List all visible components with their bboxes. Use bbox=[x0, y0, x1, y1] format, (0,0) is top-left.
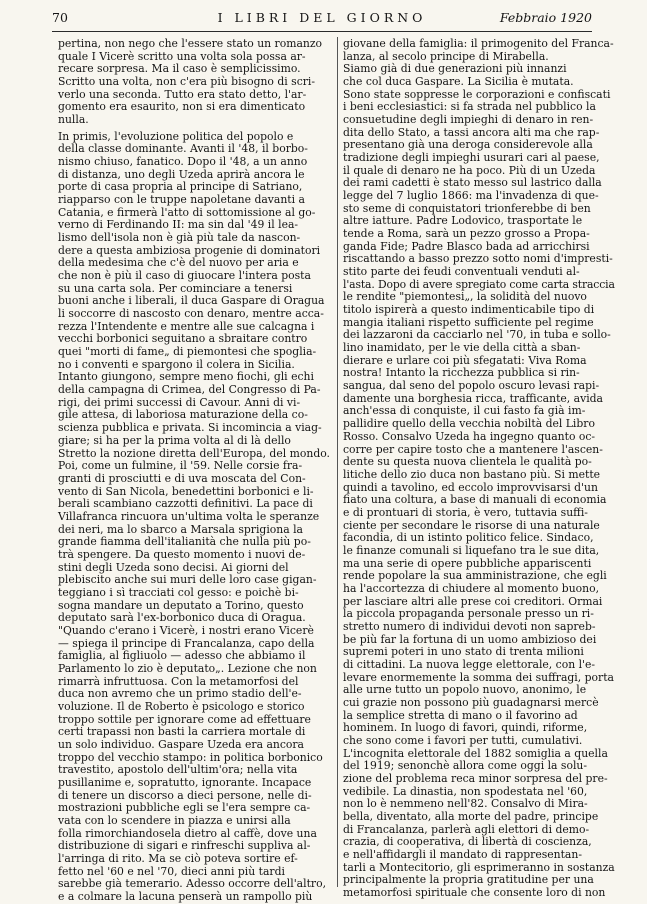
text-line: rigi, dei primi successi di Cavour. Anni di vi- bbox=[58, 395, 301, 409]
text-line: dei rami cadetti è stato messo sul lastrico dalla bbox=[343, 176, 602, 190]
text-line: berali scambiano cazzotti definitivi. La pace di bbox=[58, 497, 313, 511]
text-line: vecchi borbonici seguitano a sbraitare contro bbox=[58, 332, 308, 346]
text-line: mostrazioni pubbliche egli se l'era sempre ca- bbox=[58, 801, 311, 815]
text-line: — spiega il principe di Francalanza, capo della bbox=[58, 636, 315, 650]
text-line: voluzione. Il de Roberto è psicologo e storico bbox=[58, 699, 305, 713]
text-line: consuetudine degli impieghi di denaro in ren- bbox=[343, 113, 594, 127]
text-line: presentano già una deroga considerevole alla bbox=[343, 138, 593, 152]
text-line: mangia italiani rispetto sufficiente pel regime bbox=[343, 315, 594, 329]
text-line: "Quando c'erano i Vicerè, i nostri erano Vicerè bbox=[58, 623, 314, 637]
text-line: riscattando a basso prezzo sotto nomi d'impresti- bbox=[343, 252, 613, 266]
text-line: Siamo già di due generazioni più innanzi bbox=[343, 62, 567, 76]
text-line: rende popolare la sua amministrazione, che egli bbox=[343, 569, 607, 583]
text-line: certi trapassi non basti la carriera mortale di bbox=[58, 725, 306, 739]
text-line: dierare e urlare coi più sfegatati: Viva Roma bbox=[343, 353, 587, 367]
text-line: quale I Vicerè scritto una volta sola possa ar- bbox=[58, 49, 306, 63]
text-line: i beni ecclesiastici: si fa strada nel pubblico la bbox=[343, 100, 596, 114]
text-line: altre iatture. Padre Lodovico, trasportate le bbox=[343, 214, 583, 228]
text-line: deputato sarà l'ex-borbonico duca di Oragua. bbox=[58, 611, 306, 625]
text-line: Rosso. Consalvo Uzeda ha ingegno quanto oc- bbox=[343, 429, 596, 443]
text-line: teggiano i sì tracciati col gesso: e poichè bi- bbox=[58, 585, 299, 599]
issue-date: Febbraio 1920 bbox=[499, 10, 592, 25]
text-line: stretto numero di individui devoti non sapreb- bbox=[343, 619, 596, 633]
text-line: tende a Roma, sarà un pezzo grosso a Propa- bbox=[343, 227, 590, 241]
text-line: rimarrà infruttuosa. Con la metamorfosi del bbox=[58, 674, 299, 688]
text-line: ha l'accortezza di chiudere al momento buono, bbox=[343, 581, 600, 595]
text-line: la semplice stretta di mano o il favorino ad bbox=[343, 708, 578, 722]
page-number: 70 bbox=[52, 10, 68, 25]
header-rule bbox=[52, 31, 592, 32]
text-line: giare; si ha per la prima volta al di là dello bbox=[58, 433, 291, 447]
running-header bbox=[52, 10, 592, 28]
text-line: Catania, e firmerà l'atto di sottomissione al go- bbox=[58, 205, 316, 219]
text-line: vedibile. La dinastia, non spodestata nel '60, bbox=[343, 784, 588, 798]
text-line: dente su questa nuova clientela le qualità po- bbox=[343, 455, 592, 469]
text-line: porte di casa propria al principe di Satriano, bbox=[58, 180, 303, 194]
left-column bbox=[58, 38, 330, 904]
text-line: e di prontuari di storia, è vero, tuttavia suffi- bbox=[343, 505, 588, 519]
text-line: li soccorre di nascosto con denaro, mentre acca- bbox=[58, 307, 324, 321]
text-line: scienza pubblica e privata. Si incomincia a viag- bbox=[58, 421, 322, 435]
text-line: sarebbe già temerario. Adesso occorre dell'altro, bbox=[58, 877, 326, 891]
text-line: gomento era esaurito, non si era dimenticato bbox=[58, 100, 306, 114]
text-line: Stretto la nozione diretta dell'Europa, del mondo. bbox=[58, 446, 330, 460]
text-line: Sono state soppresse le corporazioni e confiscati bbox=[343, 87, 611, 101]
text-line: e a colmare la lacuna penserà un rampollo più bbox=[58, 890, 313, 904]
text-line: cui grazie non possono più guadagnarsi mercè bbox=[343, 695, 599, 709]
text-line: vento di San Nicola, benedettini borbonici e li- bbox=[58, 484, 314, 498]
text-line: Parlamento lo zio è deputato„. Lezione che non bbox=[58, 661, 317, 675]
text-line: crazia, di cooperativa, di libertà di coscienza, bbox=[343, 835, 592, 849]
text-line: ma una serie di opere pubbliche appariscenti bbox=[343, 556, 592, 570]
text-line: zione del problema reca minor sorpresa del pre- bbox=[343, 771, 608, 785]
text-line: giovane della famiglia: il primogenito del Franca- bbox=[343, 37, 614, 50]
text-line: dere a questa ambiziosa progenie di dominatori bbox=[58, 243, 321, 257]
text-line: legge del 7 luglio 1866: ma l'invadenza di que- bbox=[343, 189, 599, 203]
text-line: fetto nel '60 e nel '70, dieci anni più tardi bbox=[58, 864, 285, 878]
text-line: pallidire quello della vecchia nobiltà del Libro bbox=[343, 417, 595, 431]
text-line: tradizione degli impieghi usurari cari al paese, bbox=[343, 151, 600, 165]
text-line: della classe dominante. Avanti il '48, il borbo- bbox=[58, 142, 308, 156]
text-line: nismo chiuso, fanatico. Dopo il '48, a un anno bbox=[58, 155, 308, 169]
text-line: plebiscito anche sui muri delle loro case gigan- bbox=[58, 573, 317, 587]
text-line: lanza, al secolo principe di Mirabella. bbox=[343, 49, 549, 63]
text-line: lismo dell'isola non è già più tale da nascon- bbox=[58, 231, 301, 245]
text-line: duca non avremo che un primo stadio dell'e- bbox=[58, 687, 302, 701]
text-line: dita dello Stato, a tassi ancora alti ma che rap- bbox=[343, 125, 600, 139]
text-line: le rendite "piemontesi„, la solidità del nuovo bbox=[343, 290, 587, 304]
text-line: litiche dello zio duca non bastano più. Si mette bbox=[343, 467, 601, 481]
text-line: il quale di denaro ne ha poco. Più di un Uzeda bbox=[343, 163, 596, 177]
text-line: per lasciare altri alle prese coi creditori. Ormai bbox=[343, 594, 603, 608]
text-line: hominem. In luogo di favori, quindi, riforme, bbox=[343, 721, 588, 735]
text-line: metamorfosi spirituale che consente loro di non bbox=[343, 886, 606, 900]
text-line: folla rimorchiandosela dietro al caffè, dove una bbox=[58, 826, 317, 840]
text-line: della medesima che c'è del nuovo per aria e bbox=[58, 256, 299, 270]
text-line: troppo sottile per ignorare come ad effettuare bbox=[58, 712, 311, 726]
text-line: della campagna di Crimea, del Congresso di Pa- bbox=[58, 383, 321, 397]
text-line: Intanto giungono, sempre meno fiochi, gli echi bbox=[58, 370, 314, 384]
text-line: bella, diventato, alla morte del padre, principe bbox=[343, 809, 599, 823]
journal-title: I LIBRI DEL GIORNO bbox=[217, 10, 427, 25]
text-line: ciente per secondare le risorse di una naturale bbox=[343, 518, 600, 532]
text-line: che non è più il caso di giuocare l'intera posta bbox=[58, 269, 311, 283]
text-line: le finanze comunali si liquefano tra le sue dita, bbox=[343, 543, 600, 557]
text-line: fiato una coltura, a base di manuali di economia bbox=[343, 493, 607, 507]
text-line: Poi, come un fulmine, il '59. Nelle corsie fra- bbox=[58, 459, 303, 473]
text-line: dei neri, ma lo sbarco a Marsala sprigiona la bbox=[58, 522, 303, 536]
text-line: sto seme di conquistatori trionferebbe di ben bbox=[343, 201, 591, 215]
text-line: In primis, l'evoluzione politica del popolo e bbox=[58, 129, 294, 143]
text-line: di tenere un discorso a dieci persone, nelle di- bbox=[58, 788, 312, 802]
text-line: un solo individuo. Gaspare Uzeda era ancora bbox=[58, 737, 304, 751]
text-line: damente una borghesia ricca, trafficante, avida bbox=[343, 391, 603, 405]
text-line: nostra! Intanto la ricchezza pubblica si rin- bbox=[343, 366, 580, 380]
text-line: no i conventi e spargono il colera in Sicilia. bbox=[58, 357, 295, 371]
text-line: titolo ispirerà a questo indimenticabile tipo di bbox=[343, 303, 595, 317]
text-line: quindi a tavolino, ed eccolo improvvisarsi d'un bbox=[343, 480, 598, 494]
text-line: non lo è nemmeno nell'82. Consalvo di Mira- bbox=[343, 797, 588, 811]
text-line: del 1919; senonchè allora come oggi la solu- bbox=[343, 759, 588, 773]
text-line: la piccola propaganda personale presso un ri- bbox=[343, 607, 594, 621]
text-line: l'asta. Dopo di avere spregiato come carta straccia bbox=[343, 277, 615, 291]
text-line: travestito, apostolo dell'ultim'ora; nella vita bbox=[58, 763, 298, 777]
text-line: principalmente la propria gratitudine per una bbox=[343, 873, 594, 887]
text-line: Villafranca rincuora un'ultima volta le speranze bbox=[58, 509, 320, 523]
text-line: buoni anche i liberali, il duca Gaspare di Oragua bbox=[58, 294, 325, 308]
text-line: di Francalanza, parlerà agli elettori di demo- bbox=[343, 822, 590, 836]
text-line: levare enormemente la somma dei suffragi, porta bbox=[343, 670, 614, 684]
text-line: su una carta sola. Per cominciare a tenersi bbox=[58, 281, 293, 295]
text-line: di distanza, uno degli Uzeda aprirà ancora le bbox=[58, 167, 305, 181]
text-line: troppo del vecchio stampo: in politica borbonico bbox=[58, 750, 323, 764]
text-line: sangua, dal seno del popolo oscuro levasi rapi- bbox=[343, 379, 600, 393]
text-line: verno di Ferdinando II: ma sin dal '49 il lea- bbox=[58, 218, 299, 232]
text-line: riapparso con le truppe napoletane davanti a bbox=[58, 193, 305, 207]
text-line: quei "morti di fame„ di piemontesi che spoglia- bbox=[58, 345, 317, 359]
text-line: gile attesa, di laboriosa maturazione della co- bbox=[58, 408, 308, 422]
text-line: nulla. bbox=[58, 113, 89, 127]
text-line: tarli a Montecitorio, gli esprimeranno in sostanza bbox=[343, 860, 615, 874]
text-line: distribuzione di sigari e rinfreschi suppliva al- bbox=[58, 839, 311, 853]
text-line: ganda Fide; Padre Blasco bada ad arricchirsi bbox=[343, 239, 590, 253]
right-column bbox=[343, 38, 615, 900]
text-line: supremi poteri in uno stato di trenta milioni bbox=[343, 645, 584, 659]
text-line: stito parte dei feudi conventuali venduti al- bbox=[343, 265, 580, 279]
text-line: alle urne tutto un popolo nuovo, anonimo, le bbox=[343, 683, 587, 697]
text-line: be più far la fortuna di un uomo ambizioso dei bbox=[343, 632, 597, 646]
text-line: che sono come i favori per tutti, cumulativi. bbox=[343, 733, 583, 747]
text-line: lino inamidato, per le vie della città a sban- bbox=[343, 341, 581, 355]
text-line: anch'essa di conquiste, il cui fasto fa già im- bbox=[343, 404, 586, 418]
text-line: e nell'affidargli il mandato di rappresentan- bbox=[343, 848, 582, 861]
text-line: dei lazzaroni da cacciarlo nel '70, in tuba e sollo- bbox=[343, 328, 611, 342]
text-line: grande fiamma dell'italianità che nulla più po- bbox=[58, 535, 311, 549]
text-line: L'incognita elettorale del 1882 somiglia a quella bbox=[343, 746, 608, 760]
text-line: verlo una seconda. Tutto era stato detto, l'ar- bbox=[58, 87, 307, 101]
text-line: corre per capire tosto che a mantenere l'ascen- bbox=[343, 442, 603, 456]
text-line: pertina, non nego che l'essere stato un romanzo bbox=[58, 37, 323, 50]
text-line: stini degli Uzeda sono decisi. Ai giorni del bbox=[58, 560, 289, 574]
text-line: recare sorpresa. Ma il caso è semplicissimo. bbox=[58, 62, 301, 76]
text-line: trà spengere. Da questo momento i nuovi de- bbox=[58, 547, 306, 561]
text-line: pusillanime e, sopratutto, ignorante. Incapace bbox=[58, 775, 312, 789]
text-line: granti di prosciutti e di uva moscata del Con- bbox=[58, 471, 306, 485]
text-line: famiglia, al figliuolo — adesso che abbiamo il bbox=[58, 649, 306, 663]
text-line: che col duca Gaspare. La Sicilia è mutata. bbox=[343, 75, 574, 89]
text-line: facondia, di un istinto politico felice. Sindaco, bbox=[343, 531, 594, 545]
text-line: di cittadini. La nuova legge elettorale, con l'e- bbox=[343, 657, 596, 671]
column-divider bbox=[337, 37, 338, 887]
text-line: Scritto una volta, non c'era più bisogno di scri- bbox=[58, 75, 316, 89]
text-line: sogna mandare un deputato a Torino, questo bbox=[58, 598, 304, 612]
text-line: rezza l'Intendente e mentre alle sue calcagna i bbox=[58, 319, 315, 333]
text-line: vata con lo scendere in piazza e unirsi alla bbox=[58, 813, 291, 827]
text-line: l'arringa di rito. Ma se ciò poteva sortire ef- bbox=[58, 852, 298, 865]
